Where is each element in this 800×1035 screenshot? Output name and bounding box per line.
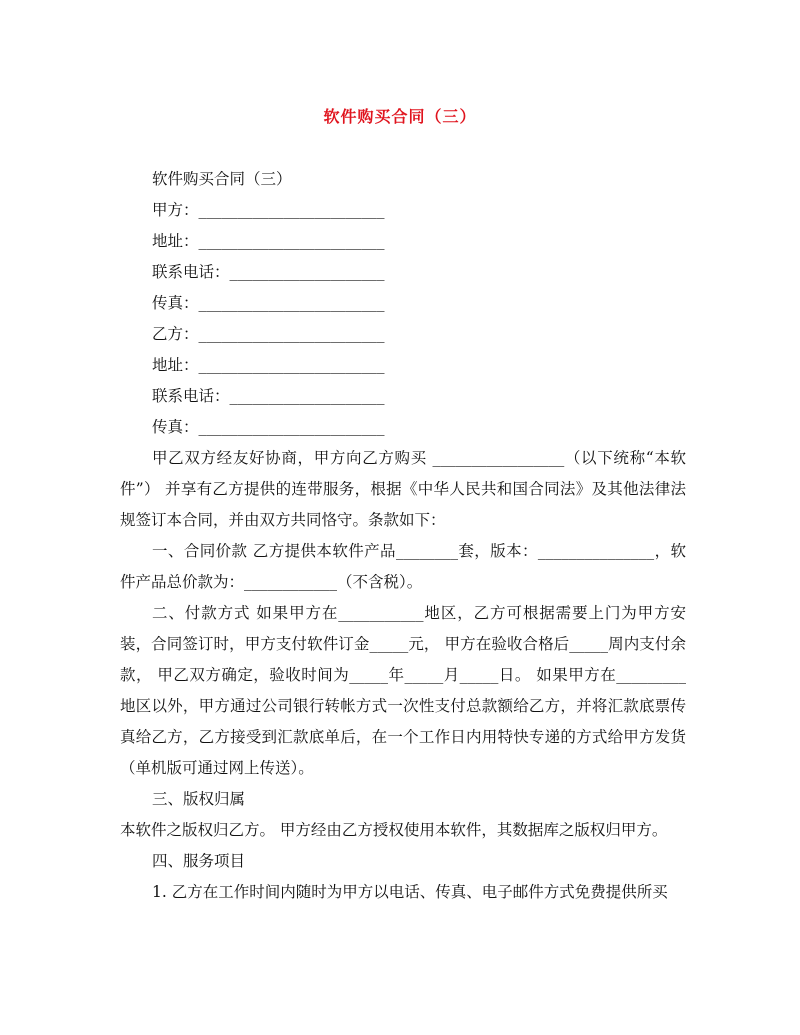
clause-copyright-paragraph: 本软件之版权归乙方。 甲方经由乙方授权使用本软件，其数据库之版权归甲方。: [120, 821, 668, 839]
party-b-address-field: 地址：________________________: [152, 356, 385, 374]
service-item-1: 1. 乙方在工作时间内随时为甲方以电话、传真、电子邮件方式免费提供所买: [152, 883, 668, 901]
party-b-field: 乙方：________________________: [152, 325, 385, 343]
party-a-field: 甲方：________________________: [152, 201, 385, 219]
party-a-fax-field: 传真：________________________: [152, 294, 385, 312]
clause-copyright-heading: 三、版权归属: [152, 790, 246, 808]
document-body: [120, 164, 686, 908]
clause-price-paragraph: 一、合同价款 乙方提供本软件产品________套，版本：_______________，软件产品总价款为：____________（不含税）。: [120, 542, 686, 591]
clause-service-heading: 四、服务项目: [152, 852, 246, 870]
party-b-fax-field: 传真：________________________: [152, 418, 385, 436]
party-info-block: [120, 164, 686, 443]
preamble-paragraph: 甲乙双方经友好协商，甲方向乙方购买 _________________（以下统称“本软件”） 并享有乙方提供的连带服务，根据《中华人民共和国合同法》及其他法律法规签订本合同，并由双方共同恪守。条款如下：: [120, 449, 686, 529]
party-a-address-field: 地址：________________________: [152, 232, 385, 250]
party-b-phone-field: 联系电话：____________________: [152, 387, 385, 405]
clause-payment-paragraph: 二、付款方式 如果甲方在___________地区，乙方可根据需要上门为甲方安装，合同签订时，甲方支付软件订金_____元， 甲方在验收合格后_____周内支付余款， 甲乙双方确定，验收时间为_____年_____月_____日。 如果甲方在_________地区以外，甲方通过公司银行转帐方式一次性支付总款额给乙方，并将汇款底票传真给乙方，乙方接受到汇款底单后，在一个工作日内用特快专递的方式给甲方发货（单机版可通过网上传送）。: [120, 604, 686, 777]
contract-subtitle: 软件购买合同（三）: [152, 170, 292, 188]
party-a-phone-field: 联系电话：____________________: [152, 263, 385, 281]
document-title: 软件购买合同（三）: [323, 107, 477, 126]
